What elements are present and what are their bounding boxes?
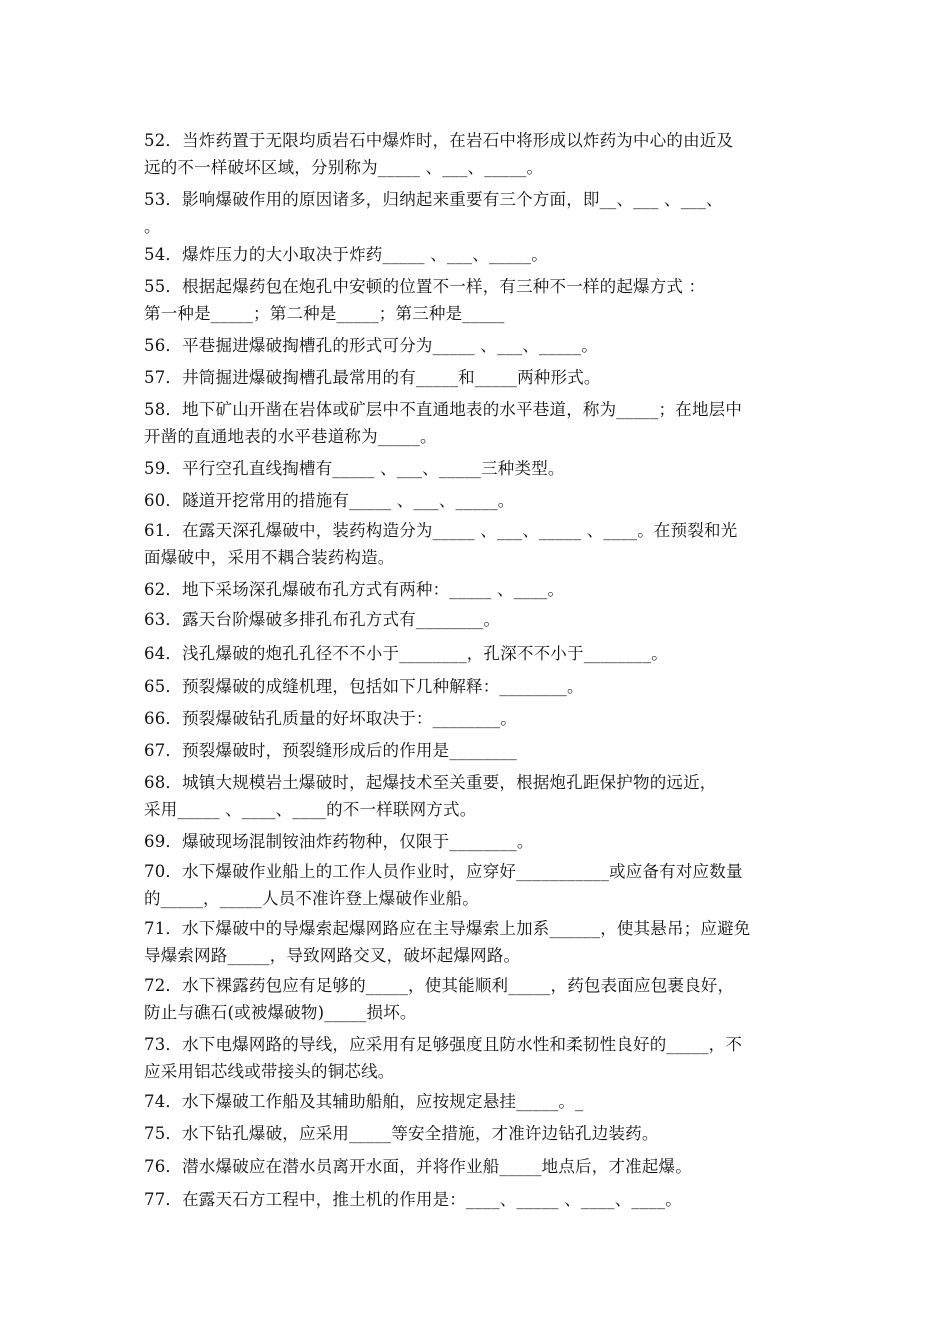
question-line: 64．浅孔爆破的炮孔孔径不不小于________，孔深不不小于________。 (144, 644, 668, 663)
question-line: 76．潜水爆破应在潜水员离开水面，并将作业船_____地点后，才准起爆。 (144, 1157, 692, 1176)
question-line: 应采用铝芯线或带接头的铜芯线。 (144, 1062, 395, 1081)
question-line: 69．爆破现场混制铵油炸药物种，仅限于________。 (144, 832, 534, 851)
question-line: 的_____，_____人员不准许登上爆破作业船。 (144, 889, 479, 908)
question-line: 75．水下钻孔爆破，应采用_____等安全措施，才准许边钻孔边装药。 (144, 1124, 659, 1143)
question-item (144, 915, 820, 969)
question-line: 53．影响爆破作用的原因诸多，归纳起来重要有三个方面，即__、___ 、___、 (144, 190, 723, 209)
question-line: 66．预裂爆破钻孔质量的好坏取决于：________。 (144, 709, 517, 728)
question-line: 55．根据起爆药包在炮孔中安顿的位置不一样，有三种不一样的起爆方式 ： (144, 277, 706, 296)
question-line: 67．预裂爆破时，预裂缝形成后的作用是________ (144, 741, 517, 760)
question-item (144, 455, 820, 482)
question-item (144, 487, 820, 514)
question-line: 62．地下采场深孔爆破布孔方式有两种：_____ 、____。 (144, 580, 565, 599)
question-item (144, 1120, 820, 1147)
question-line: 70．水下爆破作业船上的工作人员作业时，应穿好___________或应备有对应数量 (144, 862, 743, 881)
question-item (144, 127, 820, 181)
question-line: 52．当炸药置于无限均质岩石中爆炸时，在岩石中将形成以炸药为中心的由近及 (144, 131, 734, 150)
question-item (144, 273, 820, 327)
question-line: 远的不一样破坏区域，分别称为_____ 、___、_____。 (144, 158, 544, 177)
question-line: 防止与礁石(或被爆破物)_____损坏。 (144, 1003, 417, 1022)
question-line: 61．在露天深孔爆破中，装药构造分为_____ 、___、_____ 、____。在预裂和光 (144, 521, 738, 540)
question-line: 63．露天台阶爆破多排孔布孔方式有________。 (144, 610, 501, 629)
question-item (144, 517, 820, 571)
question-line: 第一种是_____；第二种是_____；第三种是_____ (144, 304, 505, 323)
question-line: 面爆破中，采用不耦合装药构造。 (144, 548, 395, 567)
question-item (144, 332, 820, 359)
question-item (144, 1186, 820, 1213)
question-line: 77．在露天石方工程中，推土机的作用是：____、_____ 、____、____。 (144, 1190, 682, 1209)
question-item (144, 673, 820, 700)
question-line: 72．水下裸露药包应有足够的_____，使其能顺利_____，药包表面应包裹良好， (144, 976, 735, 995)
question-line: 。 (144, 217, 161, 236)
question-line: 59．平行空孔直线掏槽有_____ 、___、_____三种类型。 (144, 459, 565, 478)
question-line: 73．水下电爆网路的导线，应采用有足够强度且防水性和柔韧性良好的_____，不 (144, 1035, 743, 1054)
question-line: 56．平巷掘进爆破掏槽孔的形式可分为_____ 、___、_____。 (144, 336, 598, 355)
question-item (144, 606, 820, 633)
question-item (144, 1031, 820, 1085)
question-line: 60．隧道开挖常用的措施有_____ 、___、_____。 (144, 491, 515, 510)
question-line: 开凿的直通地表的水平巷道称为_____。 (144, 427, 437, 446)
question-line: 57．井筒掘进爆破掏槽孔最常用的有_____和_____两种形式。 (144, 368, 601, 387)
question-line: 68．城镇大规模岩土爆破时，起爆技术至关重要，根据炮孔距保护物的远近， (144, 773, 717, 792)
question-item (144, 858, 820, 912)
question-line: 采用_____ 、____、____的不一样联网方式。 (144, 800, 477, 819)
question-line: 71．水下爆破中的导爆索起爆网路应在主导爆索上加系______，使其悬吊；应避免 (144, 919, 751, 938)
question-line: 54．爆炸压力的大小取决于炸药_____ 、___、_____。 (144, 245, 548, 264)
question-item (144, 364, 820, 391)
question-item (144, 640, 820, 667)
question-item (144, 396, 820, 450)
question-item (144, 705, 820, 732)
question-line: 导爆索网路_____，导致网路交叉，破坏起爆网路。 (144, 946, 521, 965)
question-item (144, 1088, 820, 1115)
question-line: 58．地下矿山开凿在岩体或矿层中不直通地表的水平巷道，称为_____；在地层中 (144, 400, 743, 419)
question-line: 65．预裂爆破的成缝机理，包括如下几种解释：________。 (144, 677, 584, 696)
question-item (144, 1153, 820, 1180)
question-item (144, 576, 820, 603)
question-line: 74．水下爆破工作船及其辅助船舶，应按规定悬挂_____。_ (144, 1092, 584, 1111)
question-item (144, 186, 820, 240)
question-item (144, 972, 820, 1026)
question-item (144, 737, 820, 764)
question-item (144, 828, 820, 855)
question-item (144, 769, 820, 823)
question-item (144, 241, 820, 268)
